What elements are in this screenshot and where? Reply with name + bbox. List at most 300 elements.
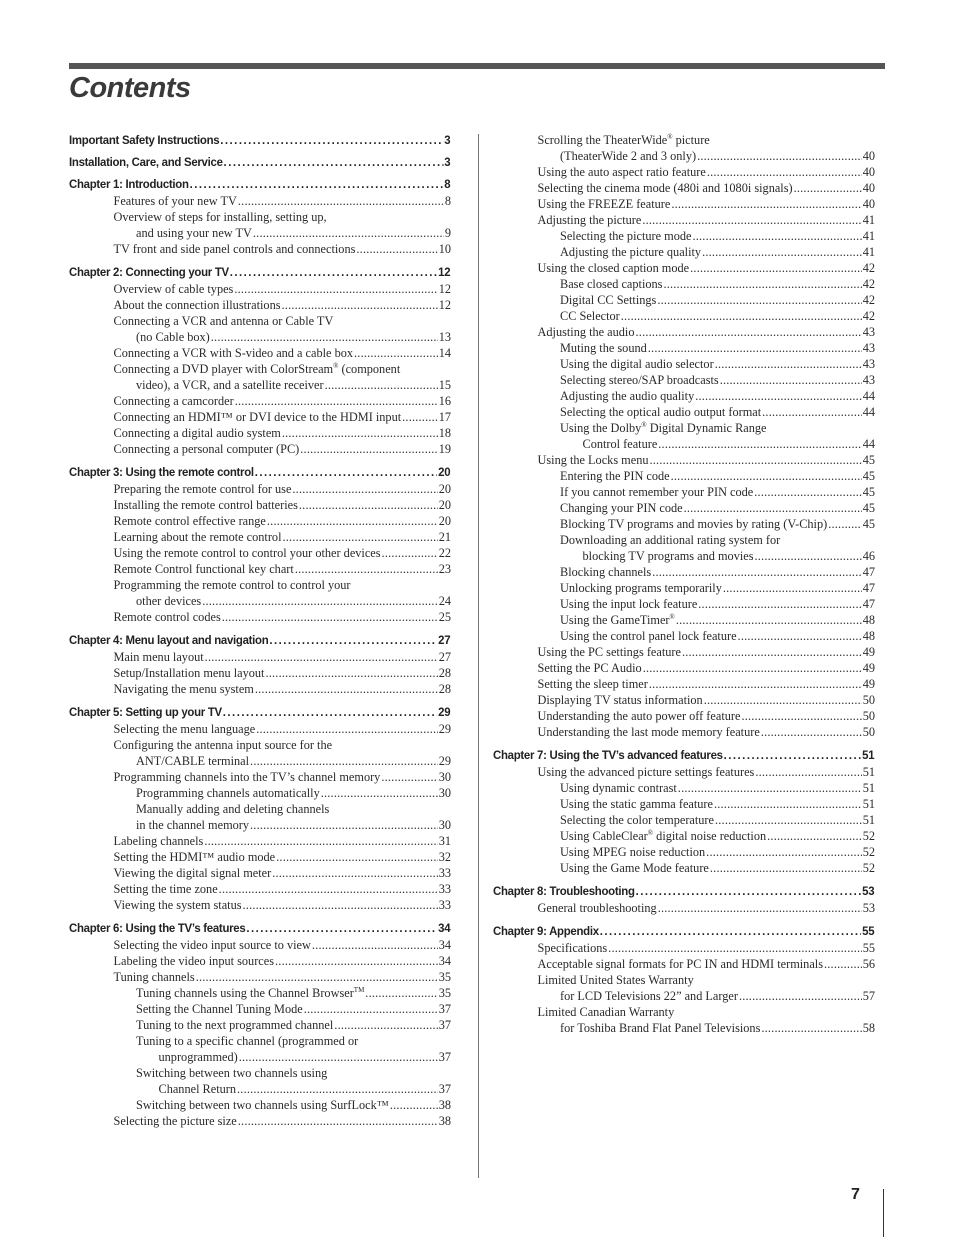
toc-entry-label: Viewing the digital signal meter — [113, 866, 272, 880]
dot-leader — [692, 228, 861, 244]
toc-entry-page: 50 — [862, 693, 875, 707]
dot-leader — [741, 708, 861, 724]
toc-entry-label: If you cannot remember your PIN code — [560, 485, 754, 499]
dot-leader — [704, 692, 862, 708]
toc-section-entry — [69, 609, 451, 625]
dot-leader — [706, 844, 862, 860]
toc-section-entry — [493, 308, 875, 324]
toc-section-entry — [493, 764, 875, 780]
toc-entry-page: 32 — [438, 850, 451, 864]
toc-entry-page: 23 — [438, 562, 451, 576]
toc-entry-page: 37 — [438, 1002, 451, 1016]
toc-section-entry — [493, 452, 875, 468]
toc-section-entry — [493, 356, 875, 372]
toc-entry-label: Navigating the menu system — [113, 682, 254, 696]
toc-entry-label: Setup/Installation menu layout — [113, 666, 265, 680]
toc-entry-page: 34 — [438, 954, 451, 968]
toc-section-entry — [69, 801, 451, 817]
toc-entry-page: 10 — [438, 242, 451, 256]
toc-entry-label: Selecting the picture mode — [560, 229, 692, 243]
toc-section-entry — [69, 817, 451, 833]
toc-entry-page: 9 — [444, 226, 451, 240]
toc-entry-label: Using the GameTimer® — [560, 612, 675, 627]
toc-entry-page: 53 — [862, 884, 875, 898]
dot-leader — [724, 748, 862, 762]
toc-entry-label: Connecting a camcorder — [113, 394, 234, 408]
toc-section-entry — [493, 812, 875, 828]
toc-section-entry — [69, 1001, 451, 1017]
toc-entry-page: 45 — [862, 517, 875, 531]
toc-entry-label: Setting the PC Audio — [537, 661, 642, 675]
toc-section-entry — [493, 468, 875, 484]
dot-leader — [334, 1017, 437, 1033]
toc-section-entry — [69, 649, 451, 665]
toc-section-entry — [69, 361, 451, 377]
toc-section-entry — [69, 721, 451, 737]
dot-leader — [223, 705, 437, 719]
toc-chapter-entry — [69, 265, 450, 279]
toc-section-entry — [493, 564, 875, 580]
dot-leader — [636, 884, 862, 898]
toc-entry-label: Chapter 7: Using the TV’s advanced features — [493, 748, 723, 762]
toc-entry-label: Using MPEG noise reduction — [560, 845, 706, 859]
toc-entry-label: Chapter 2: Connecting your TV — [69, 265, 229, 279]
toc-entry-page: 18 — [438, 426, 451, 440]
toc-section-entry — [69, 769, 451, 785]
toc-entry-label: Chapter 4: Menu layout and navigation — [69, 633, 269, 647]
toc-entry-label: Preparing the remote control for use — [113, 482, 292, 496]
toc-entry-label: Unlocking programs temporarily — [560, 581, 722, 595]
toc-entry-page: 3 — [444, 133, 451, 147]
toc-entry-label: Chapter 1: Introduction — [69, 177, 189, 191]
dot-leader — [739, 988, 862, 1004]
toc-entry-page: 29 — [438, 722, 451, 736]
toc-section-entry — [493, 1004, 875, 1020]
toc-section-entry — [493, 372, 875, 388]
toc-chapter-entry — [69, 633, 450, 647]
toc-entry-label: Using dynamic contrast — [560, 781, 677, 795]
toc-section-entry — [493, 436, 875, 452]
toc-section-entry — [69, 225, 451, 241]
dot-leader — [643, 660, 862, 676]
dot-leader — [295, 561, 438, 577]
toc-entry-label: Using the static gamma feature — [560, 797, 713, 811]
dot-leader — [250, 817, 438, 833]
dot-leader — [292, 481, 437, 497]
toc-entry-page: 21 — [438, 530, 451, 544]
toc-section-entry — [493, 388, 875, 404]
toc-entry-label: blocking TV programs and movies — [582, 549, 754, 563]
toc-entry-page: 20 — [438, 514, 451, 528]
toc-entry-page: 43 — [862, 357, 875, 371]
toc-entry-label: Selecting the picture size — [113, 1114, 237, 1128]
toc-entry-page: 50 — [862, 709, 875, 723]
toc-section-entry — [493, 196, 875, 212]
toc-section-entry — [493, 180, 875, 196]
toc-section-entry — [69, 345, 451, 361]
toc-section-entry — [69, 737, 451, 753]
toc-entry-page: 45 — [862, 485, 875, 499]
toc-section-entry — [493, 676, 875, 692]
toc-entry-label: Displaying TV status information — [537, 693, 703, 707]
column-divider — [478, 134, 479, 1178]
toc-entry-page: 51 — [862, 765, 875, 779]
dot-leader — [682, 644, 862, 660]
toc-entry-label: Selecting the menu language — [113, 722, 256, 736]
toc-entry-label: in the channel memory — [136, 818, 250, 832]
toc-entry-page: 19 — [438, 442, 451, 456]
toc-section-entry — [69, 297, 451, 313]
toc-entry-page: 30 — [438, 786, 451, 800]
dot-leader — [246, 921, 437, 935]
dot-leader — [204, 833, 437, 849]
toc-section-entry — [493, 780, 875, 796]
toc-entry-page: 33 — [438, 898, 451, 912]
page-number-rule — [883, 1189, 884, 1237]
toc-entry-label: CC Selector — [560, 309, 620, 323]
toc-section-entry — [69, 849, 451, 865]
toc-chapter-entry — [69, 465, 450, 479]
toc-section-entry — [69, 953, 451, 969]
toc-entry-page: 45 — [862, 453, 875, 467]
toc-entry-page: 57 — [862, 989, 875, 1003]
toc-entry-label: Using the input lock feature — [560, 597, 698, 611]
toc-entry-page: 34 — [438, 938, 451, 952]
toc-entry-label: (TheaterWide 2 and 3 only) — [560, 149, 697, 163]
toc-entry-page: 50 — [862, 725, 875, 739]
dot-leader — [381, 769, 437, 785]
toc-left-column — [69, 133, 451, 1129]
toc-section-entry — [69, 393, 451, 409]
toc-entry-label: Chapter 9: Appendix — [493, 924, 599, 938]
toc-section-entry — [69, 513, 451, 529]
dot-leader — [754, 484, 861, 500]
dot-leader — [684, 500, 862, 516]
dot-leader — [354, 345, 438, 361]
dot-leader — [678, 780, 862, 796]
dot-leader — [710, 860, 862, 876]
dot-leader — [253, 225, 444, 241]
toc-entry-label: Installation, Care, and Service — [69, 155, 223, 169]
toc-entry-page: 42 — [862, 293, 875, 307]
toc-entry-label: other devices — [136, 594, 202, 608]
toc-entry-page: 49 — [862, 661, 875, 675]
dot-leader — [671, 468, 862, 484]
toc-entry-page: 56 — [862, 957, 875, 971]
toc-entry-label: Digital CC Settings — [560, 293, 657, 307]
toc-entry-page: 40 — [862, 181, 875, 195]
toc-entry-page: 53 — [862, 901, 875, 915]
toc-right-column — [493, 132, 875, 1036]
toc-entry-page: 49 — [862, 677, 875, 691]
dot-leader — [282, 297, 438, 313]
dot-leader — [276, 849, 438, 865]
toc-entry-page: 49 — [862, 645, 875, 659]
toc-entry-page: 37 — [438, 1082, 451, 1096]
toc-entry-label: Important Safety Instructions — [69, 133, 220, 147]
dot-leader — [304, 1001, 438, 1017]
toc-entry-label: Remote control codes — [113, 610, 221, 624]
toc-entry-page: 8 — [444, 194, 451, 208]
dot-leader — [250, 753, 438, 769]
toc-entry-label: Understanding the last mode memory feature — [537, 725, 760, 739]
dot-leader — [196, 969, 438, 985]
toc-section-entry — [493, 324, 875, 340]
toc-entry-label: Downloading an additional rating system for — [560, 533, 781, 547]
dot-leader — [255, 681, 438, 697]
toc-section-entry — [69, 241, 451, 257]
toc-entry-page: 44 — [862, 405, 875, 419]
toc-section-entry — [493, 660, 875, 676]
dot-leader — [676, 612, 862, 628]
toc-entry-label: Manually adding and deleting channels — [136, 802, 330, 816]
toc-entry-page: 43 — [862, 325, 875, 339]
toc-entry-page: 45 — [862, 469, 875, 483]
toc-entry-label: Limited Canadian Warranty — [537, 1005, 675, 1019]
toc-entry-page: 27 — [438, 633, 451, 647]
toc-section-entry — [69, 193, 451, 209]
dot-leader — [608, 940, 862, 956]
dot-leader — [283, 529, 438, 545]
toc-entry-label: for LCD Televisions 22” and Larger — [560, 989, 738, 1003]
dot-leader — [695, 388, 861, 404]
dot-leader — [230, 265, 438, 279]
dot-leader — [222, 609, 438, 625]
dot-leader — [794, 180, 862, 196]
toc-section-entry — [69, 313, 451, 329]
toc-section-entry — [493, 548, 875, 564]
dot-leader — [649, 676, 862, 692]
toc-entry-page: 38 — [438, 1098, 451, 1112]
toc-section-entry — [493, 628, 875, 644]
dot-leader — [219, 881, 438, 897]
toc-entry-page: 16 — [438, 394, 451, 408]
toc-entry-page: 40 — [862, 149, 875, 163]
toc-entry-page: 38 — [438, 1114, 451, 1128]
dot-leader — [642, 212, 861, 228]
toc-section-entry — [493, 420, 875, 436]
toc-entry-page: 45 — [862, 501, 875, 515]
toc-entry-label: General troubleshooting — [537, 901, 657, 915]
toc-entry-page: 44 — [862, 437, 875, 451]
dot-leader — [312, 937, 438, 953]
toc-entry-label: Using the closed caption mode — [537, 261, 690, 275]
toc-entry-label: Using the remote control to control your other devices — [113, 546, 381, 560]
toc-entry-label: Overview of steps for installing, setting up, — [113, 210, 327, 224]
toc-section-entry — [69, 425, 451, 441]
toc-entry-label: Understanding the auto power off feature — [537, 709, 741, 723]
dot-leader — [658, 900, 862, 916]
toc-entry-label: Adjusting the audio quality — [560, 389, 695, 403]
toc-section-entry — [493, 340, 875, 356]
toc-entry-page: 55 — [862, 941, 875, 955]
dot-leader — [738, 628, 862, 644]
toc-entry-label: Overview of cable types — [113, 282, 234, 296]
toc-entry-label: Using the Dolby® Digital Dynamic Range — [560, 420, 767, 435]
toc-section-entry — [69, 1113, 451, 1129]
toc-entry-page: 29 — [438, 754, 451, 768]
dot-leader — [243, 897, 438, 913]
toc-section-entry — [69, 1097, 451, 1113]
toc-section-entry — [493, 260, 875, 276]
toc-entry-page: 37 — [438, 1018, 451, 1032]
dot-leader — [325, 377, 438, 393]
toc-entry-page: 42 — [862, 261, 875, 275]
toc-entry-page: 43 — [862, 341, 875, 355]
toc-section-entry — [69, 409, 451, 425]
toc-section-entry — [69, 1017, 451, 1033]
toc-entry-label: Adjusting the picture — [537, 213, 642, 227]
toc-entry-page: 12 — [438, 298, 451, 312]
toc-entry-page: 48 — [862, 613, 875, 627]
toc-entry-page: 15 — [438, 378, 451, 392]
toc-section-entry — [69, 577, 451, 593]
toc-section-entry — [69, 329, 451, 345]
toc-entry-page: 51 — [862, 813, 875, 827]
toc-entry-page: 28 — [438, 666, 451, 680]
toc-entry-label: About the connection illustrations — [113, 298, 281, 312]
toc-section-entry — [69, 665, 451, 681]
toc-section-entry — [493, 244, 875, 260]
toc-entry-label: Changing your PIN code — [560, 501, 683, 515]
dot-leader — [239, 1049, 438, 1065]
toc-section-entry — [493, 164, 875, 180]
dot-leader — [190, 177, 444, 191]
toc-entry-page: 12 — [438, 265, 451, 279]
toc-entry-label: Labeling the video input sources — [113, 954, 275, 968]
toc-entry-label: Selecting stereo/SAP broadcasts — [560, 373, 719, 387]
page-number: 7 — [851, 1186, 860, 1203]
toc-entry-page: 52 — [862, 861, 875, 875]
toc-entry-page: 47 — [862, 565, 875, 579]
dot-leader — [828, 516, 861, 532]
dot-leader — [657, 292, 861, 308]
header-rule — [69, 63, 885, 69]
toc-section-entry — [69, 529, 451, 545]
toc-entry-page: 44 — [862, 389, 875, 403]
toc-entry-label: Using the Locks menu — [537, 453, 649, 467]
toc-section-entry — [69, 209, 451, 225]
toc-entry-page: 33 — [438, 866, 451, 880]
dot-leader — [269, 633, 437, 647]
dot-leader — [390, 1097, 438, 1113]
toc-entry-label: Switching between two channels using — [136, 1066, 328, 1080]
toc-entry-page: 42 — [862, 277, 875, 291]
toc-entry-label: Tuning to a specific channel (programmed or — [136, 1034, 359, 1048]
toc-section-entry — [69, 897, 451, 913]
toc-section-entry — [493, 580, 875, 596]
page-title: Contents — [69, 72, 191, 104]
toc-section-entry — [69, 441, 451, 457]
toc-entry-page: 43 — [862, 373, 875, 387]
dot-leader — [648, 340, 862, 356]
toc-entry-page: 41 — [862, 245, 875, 259]
toc-entry-label: Chapter 5: Setting up your TV — [69, 705, 222, 719]
toc-entry-label: Setting the time zone — [113, 882, 218, 896]
toc-entry-label: Viewing the system status — [113, 898, 242, 912]
dot-leader — [282, 425, 438, 441]
toc-section-entry — [493, 132, 875, 148]
toc-section-entry — [69, 1065, 451, 1081]
dot-leader — [697, 148, 862, 164]
dot-leader — [690, 260, 862, 276]
toc-entry-page: 46 — [862, 549, 875, 563]
toc-entry-page: 40 — [862, 197, 875, 211]
dot-leader — [621, 308, 862, 324]
toc-entry-label: Installing the remote control batteries — [113, 498, 298, 512]
toc-entry-label: Limited United States Warranty — [537, 973, 694, 987]
toc-entry-page: 35 — [438, 986, 451, 1000]
dot-leader — [365, 985, 437, 1001]
toc-entry-label: (no Cable box) — [136, 330, 210, 344]
toc-entry-page: 3 — [444, 155, 451, 169]
dot-leader — [356, 241, 437, 257]
toc-section-entry — [493, 692, 875, 708]
toc-section-entry — [493, 228, 875, 244]
toc-entry-label: Blocking TV programs and movies by rating (V-Chip) — [560, 517, 828, 531]
toc-section-entry — [493, 516, 875, 532]
toc-entry-page: 52 — [862, 845, 875, 859]
dot-leader — [761, 724, 862, 740]
toc-entry-page: 52 — [862, 829, 875, 843]
dot-leader — [636, 324, 862, 340]
toc-entry-label: Connecting an HDMI™ or DVI device to the HDMI input — [113, 410, 402, 424]
toc-entry-page: 22 — [438, 546, 451, 560]
dot-leader — [235, 393, 438, 409]
dot-leader — [658, 436, 861, 452]
dot-leader — [755, 548, 862, 564]
toc-section-entry — [69, 545, 451, 561]
toc-section-entry — [69, 281, 451, 297]
toc-entry-label: Blocking channels — [560, 565, 652, 579]
dot-leader — [652, 564, 862, 580]
toc-entry-page: 8 — [444, 177, 451, 191]
toc-section-entry — [493, 988, 875, 1004]
toc-entry-label: Connecting a DVD player with ColorStream® (component — [113, 361, 401, 376]
toc-section-entry — [69, 481, 451, 497]
toc-entry-page: 17 — [438, 410, 451, 424]
toc-section-entry — [493, 724, 875, 740]
dot-leader — [715, 812, 862, 828]
toc-section-entry — [493, 404, 875, 420]
toc-entry-label: Channel Return — [158, 1082, 237, 1096]
dot-leader — [663, 276, 861, 292]
toc-entry-label: Programming channels automatically — [136, 786, 320, 800]
toc-entry-page: 14 — [438, 346, 451, 360]
dot-leader — [762, 404, 862, 420]
toc-section-entry — [493, 828, 875, 844]
toc-section-entry — [69, 753, 451, 769]
dot-leader — [720, 372, 862, 388]
toc-entry-page: 48 — [862, 629, 875, 643]
dot-leader — [255, 465, 438, 479]
toc-entry-label: Main menu layout — [113, 650, 204, 664]
toc-section-entry — [493, 596, 875, 612]
toc-entry-label: video), a VCR, and a satellite receiver — [136, 378, 324, 392]
toc-entry-label: Tuning channels using the Channel Browser™ — [136, 985, 365, 1000]
toc-entry-page: 47 — [862, 581, 875, 595]
dot-leader — [237, 1081, 438, 1097]
dot-leader — [256, 721, 437, 737]
toc-section-entry — [493, 500, 875, 516]
toc-entry-page: 42 — [862, 309, 875, 323]
toc-section-entry — [493, 612, 875, 628]
toc-entry-page: 51 — [862, 781, 875, 795]
toc-entry-label: Using the Game Mode feature — [560, 861, 709, 875]
toc-entry-label: Using the advanced picture settings features — [537, 765, 755, 779]
toc-entry-label: Connecting a VCR and antenna or Cable TV — [113, 314, 334, 328]
toc-chapter-entry — [493, 924, 874, 938]
